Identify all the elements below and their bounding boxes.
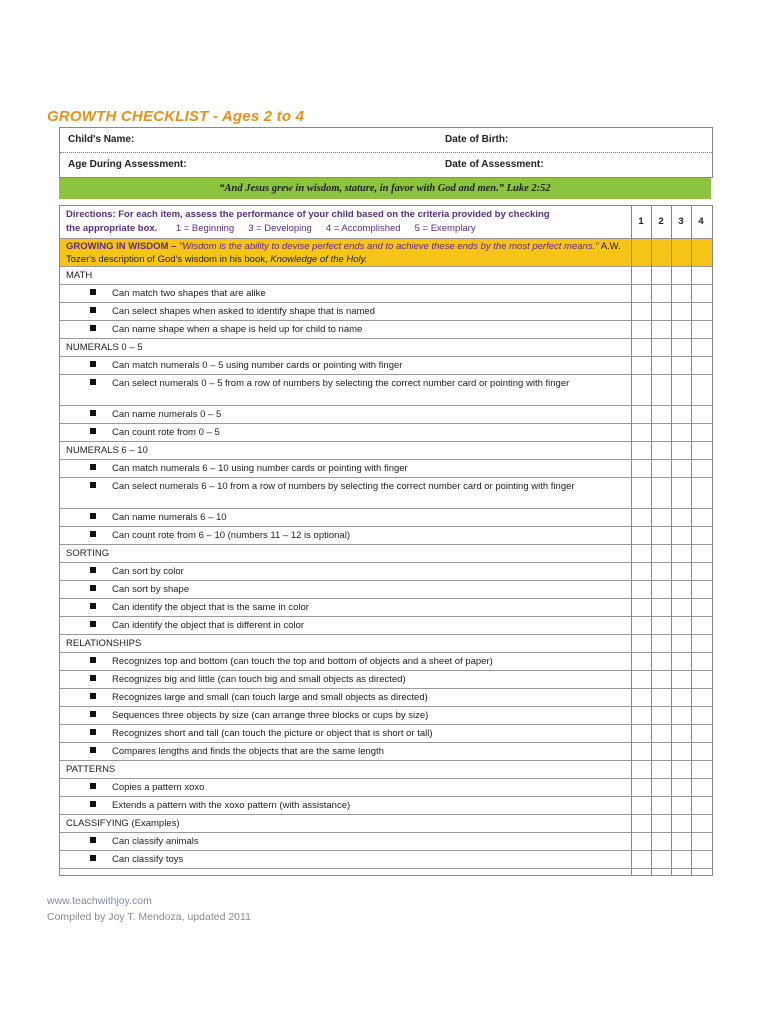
rating-scale xyxy=(160,223,490,234)
checklist-item-label: Can select shapes when asked to identify shape that is named xyxy=(112,306,375,317)
checklist-item-label: Can match numerals 0 – 5 using number cards or pointing with finger xyxy=(112,360,403,371)
checklist-item xyxy=(60,853,625,866)
square-bullet-icon xyxy=(90,307,96,313)
square-bullet-icon xyxy=(90,657,96,663)
square-bullet-icon xyxy=(90,325,96,331)
row-divider xyxy=(60,459,712,460)
row-divider xyxy=(60,338,712,339)
square-bullet-icon xyxy=(90,361,96,367)
wisdom-attribution: A.W. Tozer's description of God's wisdom in his book, xyxy=(66,241,621,265)
row-divider xyxy=(60,580,712,581)
credit-text: Compiled by Joy T. Mendoza, updated 2011 xyxy=(47,911,251,923)
checklist-item-label: Recognizes short and tall (can touch the picture or object that is short or tall) xyxy=(112,728,433,739)
checklist-item-label: Copies a pattern xoxo xyxy=(112,782,205,793)
info-row-age xyxy=(60,153,712,177)
square-bullet-icon xyxy=(90,513,96,519)
scale-1: 1 = Beginning xyxy=(175,223,235,234)
checklist-item xyxy=(60,377,625,390)
square-bullet-icon xyxy=(90,464,96,470)
column-header-2: 2 xyxy=(658,216,664,227)
square-bullet-icon xyxy=(90,482,96,488)
row-divider xyxy=(60,284,712,285)
checklist-item xyxy=(60,709,625,722)
checklist-item xyxy=(60,655,625,668)
row-divider xyxy=(60,320,712,321)
checklist-item-label: Can sort by color xyxy=(112,566,184,577)
row-divider xyxy=(60,526,712,527)
checklist-item xyxy=(60,583,625,596)
child-name-label: Child's Name: xyxy=(68,134,135,145)
date-of-birth-label: Date of Birth: xyxy=(445,134,509,145)
checklist-item xyxy=(60,781,625,794)
row-divider xyxy=(60,356,712,357)
square-bullet-icon xyxy=(90,801,96,807)
column-header-1: 1 xyxy=(638,216,644,227)
checklist-item-label: Can identify the object that is the same in color xyxy=(112,602,309,613)
checklist-item xyxy=(60,529,625,542)
checklist-item xyxy=(60,691,625,704)
square-bullet-icon xyxy=(90,410,96,416)
wisdom-quote: "Wisdom is the ability to devise perfect ends and to achieve these ends by the most perfect means." xyxy=(178,241,599,252)
wisdom-heading: GROWING IN WISDOM – xyxy=(66,241,177,252)
row-divider xyxy=(60,796,712,797)
square-bullet-icon xyxy=(90,428,96,434)
row-divider xyxy=(60,508,712,509)
square-bullet-icon xyxy=(90,379,96,385)
checklist-item xyxy=(60,480,625,493)
checklist-item-label: Can sort by shape xyxy=(112,584,190,595)
column-divider xyxy=(671,206,672,875)
info-row-name xyxy=(60,128,712,153)
square-bullet-icon xyxy=(90,855,96,861)
checklist-item xyxy=(60,565,625,578)
page-title: GROWTH CHECKLIST - Ages 2 to 4 xyxy=(47,108,305,125)
row-divider xyxy=(60,441,712,442)
row-divider xyxy=(60,616,712,617)
checklist-item-label: Recognizes large and small (can touch large and small objects as directed) xyxy=(112,692,428,703)
wisdom-banner xyxy=(60,238,631,266)
square-bullet-icon xyxy=(90,711,96,717)
checklist-item xyxy=(60,673,625,686)
date-of-assessment-label: Date of Assessment: xyxy=(445,159,544,170)
column-divider xyxy=(651,206,652,875)
square-bullet-icon xyxy=(90,693,96,699)
row-divider xyxy=(60,868,712,869)
row-divider xyxy=(60,850,712,851)
square-bullet-icon xyxy=(90,621,96,627)
checklist-item-label: Sequences three objects by size (can arrange three blocks or cups by size) xyxy=(112,710,429,721)
checklist-item xyxy=(60,511,625,524)
square-bullet-icon xyxy=(90,585,96,591)
website-link[interactable]: www.teachwithjoy.com xyxy=(47,895,152,907)
square-bullet-icon xyxy=(90,289,96,295)
checklist-item-label: Can count rote from 6 – 10 (numbers 11 – 12 is optional) xyxy=(112,530,350,541)
row-divider xyxy=(60,742,712,743)
checklist-item-label: Can name numerals 6 – 10 xyxy=(112,512,227,523)
section-heading: NUMERALS 0 – 5 xyxy=(66,342,143,353)
row-divider xyxy=(60,724,712,725)
section-heading: CLASSIFYING (Examples) xyxy=(66,818,180,829)
checklist-item-label: Recognizes big and little (can touch big and small objects as directed) xyxy=(112,674,406,685)
square-bullet-icon xyxy=(90,675,96,681)
scale-3: 3 = Developing xyxy=(248,223,312,234)
row-divider xyxy=(60,598,712,599)
scale-4: 4 = Accomplished xyxy=(325,223,401,234)
row-divider xyxy=(60,832,712,833)
column-divider xyxy=(691,206,692,875)
checklist-item xyxy=(60,287,625,300)
section-heading: NUMERALS 6 – 10 xyxy=(66,445,148,456)
checklist-item-label: Can count rote from 0 – 5 xyxy=(112,427,220,438)
row-divider xyxy=(60,266,712,267)
row-divider xyxy=(60,652,712,653)
square-bullet-icon xyxy=(90,837,96,843)
age-label: Age During Assessment: xyxy=(68,159,187,170)
checklist-item-label: Can identify the object that is different in color xyxy=(112,620,305,631)
row-divider xyxy=(60,477,712,478)
checklist-item xyxy=(60,745,625,758)
row-divider xyxy=(60,814,712,815)
checklist-item-label: Can match numerals 6 – 10 using number cards or pointing with finger xyxy=(112,463,408,474)
checklist-item-label: Can classify toys xyxy=(112,854,184,865)
square-bullet-icon xyxy=(90,567,96,573)
checklist-item xyxy=(60,408,625,421)
checklist-item xyxy=(60,619,625,632)
column-header-4: 4 xyxy=(698,216,704,227)
checklist-item xyxy=(60,799,625,812)
checklist-item xyxy=(60,359,625,372)
square-bullet-icon xyxy=(90,747,96,753)
checklist-item xyxy=(60,835,625,848)
section-heading: PATTERNS xyxy=(66,764,116,775)
checklist-item xyxy=(60,601,625,614)
square-bullet-icon xyxy=(90,729,96,735)
directions-line1: Directions: For each item, assess the performance of your child based on the criteria provided by checking xyxy=(66,209,550,220)
checklist-item xyxy=(60,727,625,740)
square-bullet-icon xyxy=(90,783,96,789)
child-info-box xyxy=(59,127,713,178)
scale-5: 5 = Exemplary xyxy=(414,223,476,234)
row-divider xyxy=(60,688,712,689)
checklist-item-label: Extends a pattern with the xoxo pattern (with assistance) xyxy=(112,800,351,811)
square-bullet-icon xyxy=(90,603,96,609)
row-divider xyxy=(60,423,712,424)
checklist-item-label: Can name numerals 0 – 5 xyxy=(112,409,222,420)
row-divider xyxy=(60,405,712,406)
wisdom-book: Knowledge of the Holy. xyxy=(270,254,368,265)
square-bullet-icon xyxy=(90,531,96,537)
checklist-item-label: Can select numerals 6 – 10 from a row of numbers by selecting the correct number card or pointing with finger xyxy=(112,481,575,492)
row-divider xyxy=(60,778,712,779)
checklist-item-label: Compares lengths and finds the objects that are the same length xyxy=(112,746,384,757)
checklist-item xyxy=(60,323,625,336)
directions-text xyxy=(60,206,631,238)
scripture-banner: “And Jesus grew in wisdom, stature, in favor with God and men.” Luke 2:52 xyxy=(59,178,711,199)
checklist-table xyxy=(59,205,713,876)
row-divider xyxy=(60,706,712,707)
row-divider xyxy=(60,562,712,563)
column-header-3: 3 xyxy=(678,216,684,227)
checklist-item-label: Can classify animals xyxy=(112,836,199,847)
checklist-item xyxy=(60,426,625,439)
checklist-item-label: Can select numerals 0 – 5 from a row of numbers by selecting the correct number card or pointing with finger xyxy=(112,378,570,389)
checklist-item-label: Can match two shapes that are alike xyxy=(112,288,266,299)
row-divider xyxy=(60,374,712,375)
row-divider xyxy=(60,238,712,239)
row-divider xyxy=(60,670,712,671)
row-divider xyxy=(60,760,712,761)
section-heading: SORTING xyxy=(66,548,110,559)
row-divider xyxy=(60,302,712,303)
column-divider xyxy=(631,206,632,875)
section-heading: RELATIONSHIPS xyxy=(66,638,142,649)
checklist-item-label: Can name shape when a shape is held up for child to name xyxy=(112,324,363,335)
section-heading: MATH xyxy=(66,270,93,281)
checklist-item-label: Recognizes top and bottom (can touch the top and bottom of objects and a sheet of paper) xyxy=(112,656,493,667)
directions-line2: the appropriate box. xyxy=(66,223,158,234)
checklist-item xyxy=(60,462,625,475)
row-divider xyxy=(60,544,712,545)
checklist-item xyxy=(60,305,625,318)
row-divider xyxy=(60,634,712,635)
